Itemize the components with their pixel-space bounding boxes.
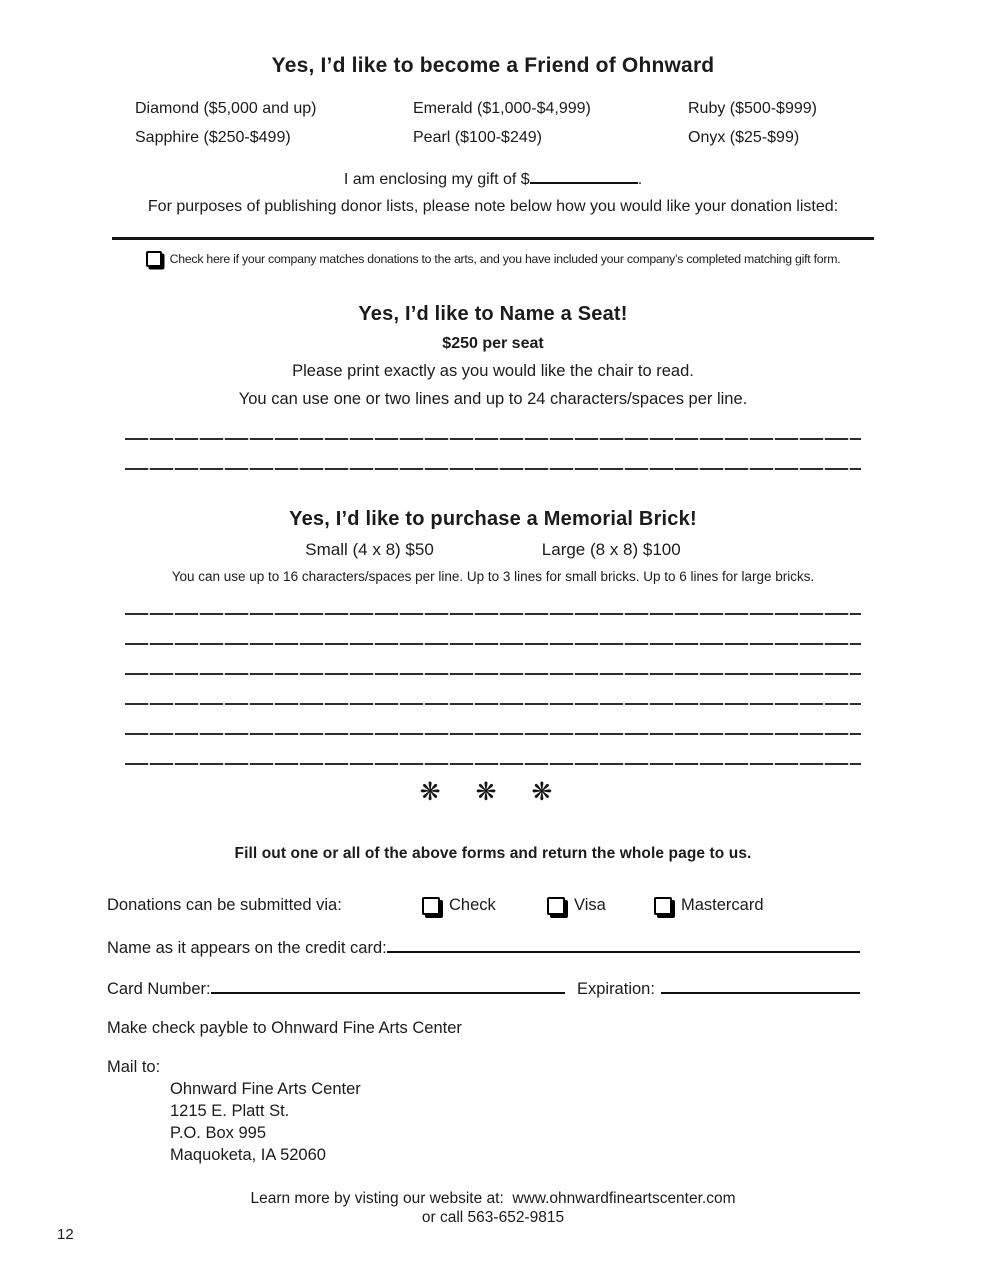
expiration-label: Expiration: (576, 980, 655, 998)
level-onyx: Onyx ($25-$99) (688, 129, 800, 146)
gift-amount-field[interactable] (530, 168, 638, 184)
page-number: 12 (57, 1226, 74, 1243)
donor-listing-note: For purposes of publishing donor lists, please note below how you would like your donation listed: (147, 198, 839, 215)
matching-gift-checkbox[interactable] (146, 251, 162, 267)
payment-option-mastercard (654, 896, 764, 915)
mastercard-label: Mastercard (681, 896, 764, 914)
fill-out-instruction: Fill out one or all of the above forms and return the whole page to us. (234, 845, 752, 862)
seat-write-line-1[interactable] (125, 438, 861, 440)
card-number-label: Card Number: (107, 980, 211, 998)
level-diamond: Diamond ($5,000 and up) (135, 100, 317, 117)
brick-write-line-4[interactable] (125, 703, 861, 705)
level-pearl: Pearl ($100-$249) (413, 129, 542, 146)
brick-write-line-6[interactable] (125, 763, 861, 765)
credit-card-name-row (107, 936, 860, 958)
seat-section-title: Yes, I’d like to Name a Seat! (358, 303, 628, 325)
seat-instruction-2: You can use one or two lines and up to 24 characters/spaces per line. (238, 390, 748, 408)
visa-checkbox[interactable] (547, 897, 565, 915)
mail-to-label: Mail to: (107, 1058, 161, 1076)
payment-option-check (422, 896, 547, 915)
card-number-row (107, 977, 860, 999)
credit-card-name-label: Name as it appears on the credit card: (107, 939, 387, 957)
card-number-field[interactable] (211, 977, 565, 994)
friend-section-title: Yes, I’d like to become a Friend of Ohnward (271, 54, 715, 77)
credit-card-name-field[interactable] (387, 936, 860, 953)
level-emerald: Emerald ($1,000-$4,999) (413, 100, 591, 117)
brick-instruction: You can use up to 16 characters/spaces per line. Up to 3 lines for small bricks. Up to 6 lines for large bricks. (171, 569, 815, 584)
brick-write-line-5[interactable] (125, 733, 861, 735)
gift-amount-period: . (637, 171, 643, 188)
check-checkbox[interactable] (422, 897, 440, 915)
brick-options (0, 540, 986, 560)
brick-write-line-3[interactable] (125, 673, 861, 675)
level-sapphire: Sapphire ($250-$499) (135, 129, 291, 146)
visa-label: Visa (574, 896, 606, 914)
payment-option-visa (547, 896, 654, 915)
address-line-3: P.O. Box 995 (170, 1124, 267, 1142)
make-check-payable-note: Make check payble to Ohnward Fine Arts Center (107, 1019, 462, 1037)
website-note: Learn more by visting our website at: www.ohnwardfineartscenter.com (250, 1190, 736, 1207)
brick-option-large: Large (8 x 8) $100 (541, 540, 681, 559)
matching-gift-row (0, 251, 986, 267)
matching-gift-label: Check here if your company matches donations to the arts, and you have included your company’s completed matching gift form. (169, 252, 841, 266)
asterisk-divider-icon: ❋ ❋ ❋ (419, 778, 567, 806)
payment-methods-row (107, 896, 879, 915)
brick-write-line-1[interactable] (125, 613, 861, 615)
brick-write-line-2[interactable] (125, 643, 861, 645)
donation-levels (135, 100, 986, 147)
seat-price: $250 per seat (442, 335, 544, 352)
check-label: Check (449, 896, 496, 914)
gift-amount-line (0, 168, 986, 189)
payment-methods-label: Donations can be submitted via: (107, 896, 342, 914)
expiration-field[interactable] (661, 977, 860, 994)
level-ruby: Ruby ($500-$999) (688, 100, 817, 117)
brick-section-title: Yes, I’d like to purchase a Memorial Brick! (289, 508, 697, 530)
mastercard-checkbox[interactable] (654, 897, 672, 915)
phone-note: or call 563-652-9815 (421, 1209, 565, 1226)
mailing-address (170, 1078, 986, 1166)
gift-amount-label: I am enclosing my gift of $ (343, 171, 530, 188)
address-line-2: 1215 E. Platt St. (170, 1102, 290, 1120)
address-line-4: Maquoketa, IA 52060 (170, 1146, 326, 1164)
donor-listing-field[interactable] (112, 237, 874, 240)
seat-instruction-1: Please print exactly as you would like the chair to read. (292, 362, 694, 380)
brick-option-small: Small (4 x 8) $50 (305, 540, 434, 559)
address-line-1: Ohnward Fine Arts Center (170, 1080, 361, 1098)
seat-write-line-2[interactable] (125, 468, 861, 470)
